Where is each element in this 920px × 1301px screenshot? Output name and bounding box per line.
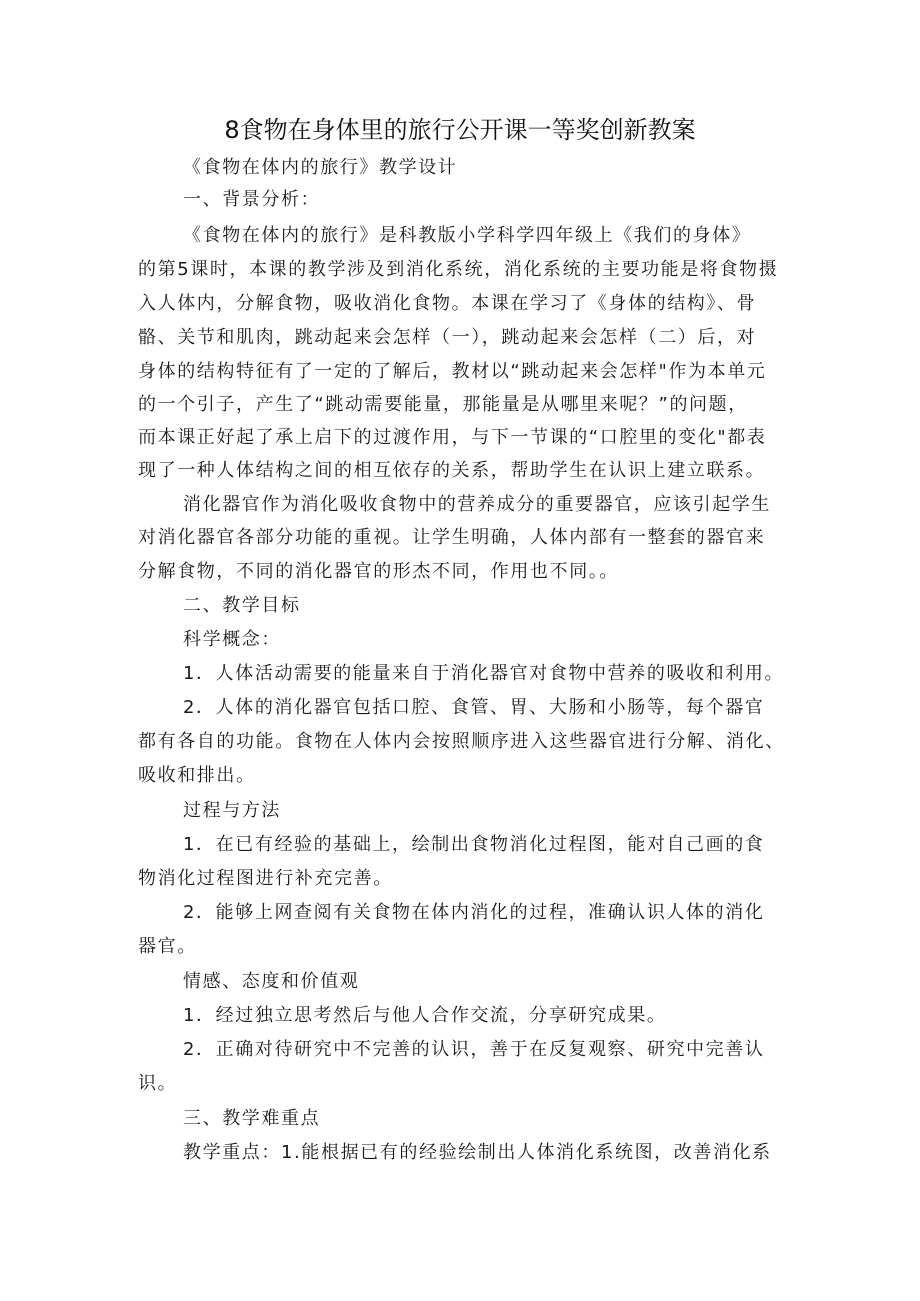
paragraph-line: 而本课正好起了承上启下的过渡作用，与下一节课的“口腔里的变化"都表 [138, 427, 767, 448]
list-item: 2．正确对待研究中不完善的认识，善于在反复观察、研究中完善认 [183, 1039, 765, 1060]
paragraph-line: 身体的结构特征有了一定的了解后，教材以“跳动起来会怎样"作为本单元 [138, 361, 767, 382]
list-item: 1．经过独立思考然后与他人合作交流，分享研究成果。 [183, 1005, 667, 1026]
paragraph-line: 消化器官作为消化吸收食物中的营养成分的重要器官，应该引起学生 [183, 494, 771, 515]
section-heading: 二、教学目标 [183, 595, 301, 616]
document-title: 8食物在身体里的旅行公开课一等奖创新教案 [224, 116, 696, 144]
paragraph-line: 《食物在体内的旅行》是科教版小学科学四年级上《我们的身体》 [183, 225, 752, 246]
list-item: 2．能够上网查阅有关食物在体内消化的过程，准确认识人体的消化 [183, 902, 765, 923]
paragraph-line: 现了一种人体结构之间的相互依存的关系，帮助学生在认识上建立联系。 [138, 460, 766, 481]
paragraph-line: 对消化器官各部分功能的重视。让学生明确，人体内部有一整套的器官来 [138, 527, 766, 548]
paragraph-line: 分解食物，不同的消化器官的形杰不同，作用也不同。。 [138, 561, 619, 582]
list-item: 1．在已有经验的基础上，绘制出食物消化过程图，能对自己画的食 [183, 834, 765, 855]
list-item: 1．人体活动需要的能量来自于消化器官对食物中营养的吸收和利用。 [183, 663, 785, 684]
list-item: 2．人体的消化器官包括口腔、食管、胃、大肠和小肠等，每个器官 [183, 697, 765, 718]
paragraph-line: 的一个引子，产生了“跳动需要能量，那能量是从哪里来呢？”的问题， [138, 394, 748, 415]
paragraph-line: 都有各自的功能。食物在人体内会按照顺序进入这些器官进行分解、消化、 [138, 731, 785, 752]
subsection-heading: 过程与方法 [183, 800, 281, 821]
paragraph-line: 识。 [138, 1073, 178, 1094]
subsection-heading: 科学概念： [183, 629, 281, 650]
paragraph-line: 物消化过程图进行补充完善。 [138, 868, 393, 889]
paragraph-line: 的第5课时，本课的教学涉及到消化系统，消化系统的主要功能是将食物摄 [138, 259, 779, 280]
subsection-heading: 情感、态度和价值观 [183, 971, 360, 992]
paragraph-line: 骼、关节和肌肉，跳动起来会怎样（一），跳动起来会怎样（二）后，对 [138, 327, 757, 348]
section-heading: 三、教学难重点 [183, 1108, 321, 1129]
paragraph-line: 器官。 [138, 936, 197, 957]
subtitle-line: 《食物在体内的旅行》教学设计 [183, 157, 458, 178]
paragraph-line: 吸收和排出。 [138, 765, 256, 786]
paragraph-line: 入人体内，分解食物，吸收消化食物。本课在学习了《身体的结构》、骨 [138, 293, 757, 314]
section-heading: 一、背景分析： [183, 189, 321, 210]
paragraph-line: 教学重点：1.能根据已有的经验绘制出人体消化系统图，改善消化系 [183, 1142, 772, 1163]
